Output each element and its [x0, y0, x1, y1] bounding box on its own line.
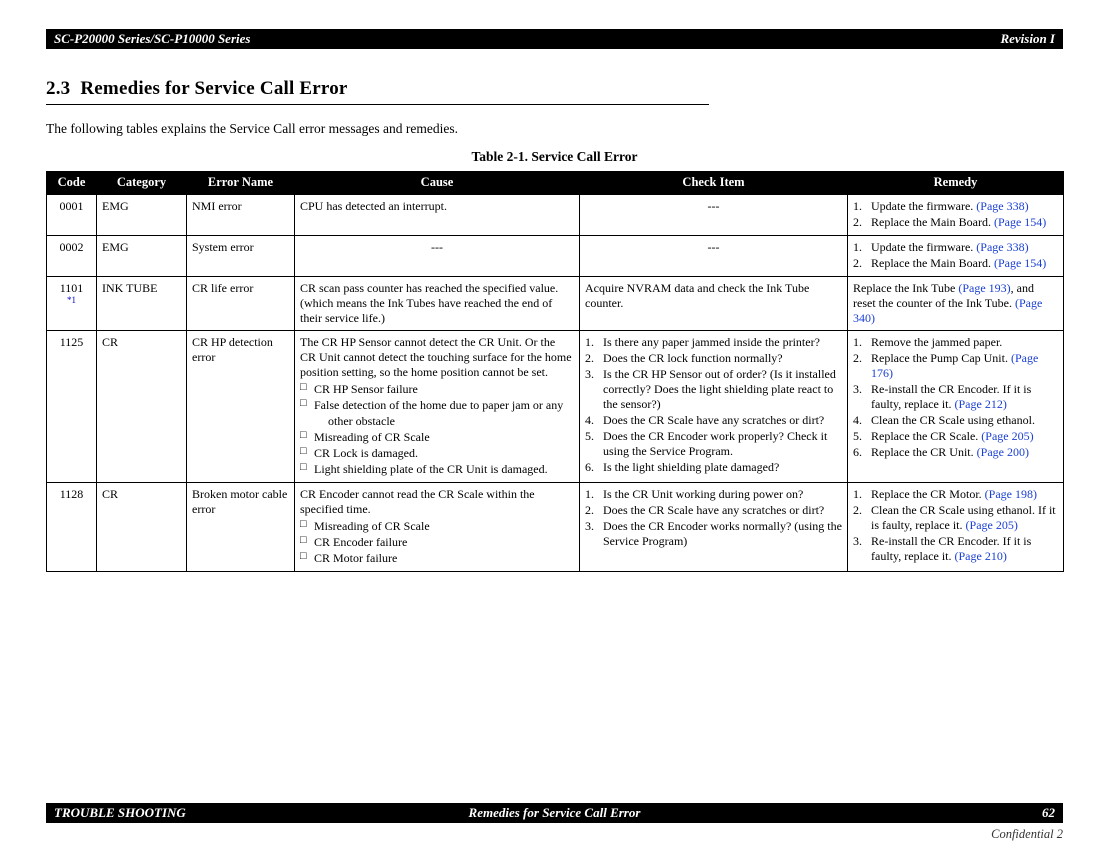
- cell-remedy: [848, 330, 1064, 482]
- cell-error-name: CR HP detection error: [187, 330, 295, 482]
- cell-category: INK TUBE: [97, 276, 187, 330]
- remedy-text: Replace the Ink Tube: [853, 280, 959, 295]
- page-link[interactable]: (Page 338): [976, 239, 1029, 254]
- table-row: [47, 482, 1064, 571]
- remedy-item: [853, 413, 1058, 428]
- check-item: Is the CR HP Sensor out of order? (Is it installed correctly? Does the light shielding plate react to the sensor?): [603, 366, 836, 411]
- cause-list-item: □ CR Lock is damaged.: [300, 446, 574, 461]
- cell-remedy: [848, 194, 1064, 235]
- table-header-row: [47, 172, 1064, 195]
- cell-category: EMG: [97, 194, 187, 235]
- check-item: Does the CR lock function normally?: [603, 350, 783, 365]
- remedy-text: Remove the jammed paper.: [871, 334, 1003, 349]
- remedy-text: Replace the CR Motor.: [871, 486, 985, 501]
- cause-list-item: □ Misreading of CR Scale: [300, 430, 574, 445]
- table-row: [47, 330, 1064, 482]
- cell-code: 0001: [47, 194, 97, 235]
- cause-list: [300, 519, 574, 566]
- cell-error-name: CR life error: [187, 276, 295, 330]
- page-link[interactable]: (Page 338): [976, 198, 1029, 213]
- page-link[interactable]: (Page 210): [954, 548, 1007, 563]
- page-link[interactable]: (Page 212): [954, 396, 1007, 411]
- check-item: Does the CR Encoder work properly? Check it using the Service Program.: [603, 428, 828, 458]
- table-caption: Table 2-1. Service Call Error: [471, 149, 638, 164]
- confidential-label: Confidential 2: [991, 827, 1063, 841]
- page-link[interactable]: (Page 193): [958, 280, 1011, 295]
- remedy-item: [853, 429, 1058, 444]
- cause-text: CR Encoder cannot read the CR Scale within the specified time.: [300, 486, 535, 516]
- cell-code: 0002: [47, 235, 97, 276]
- cell-code: [47, 276, 97, 330]
- cell-remedy: [848, 276, 1064, 330]
- remedy-item: [853, 487, 1058, 502]
- page-link[interactable]: (Page 198): [984, 486, 1037, 501]
- cause-list-item: □ CR Motor failure: [300, 551, 574, 566]
- section-number: 2.3: [46, 78, 71, 99]
- remedy-text: Re-install the CR Encoder. If it is faulty, replace it.: [871, 381, 1032, 411]
- column-header-code: Code: [47, 172, 97, 195]
- page-link[interactable]: (Page 340): [853, 295, 1043, 325]
- cell-error-name: NMI error: [187, 194, 295, 235]
- check-item: Does the CR Scale have any scratches or dirt?: [603, 502, 825, 517]
- cell-code: 1128: [47, 482, 97, 571]
- remedy-text: , and reset the counter of the Ink Tube.: [853, 280, 1034, 310]
- check-item: Does the CR Scale have any scratches or dirt?: [603, 412, 825, 427]
- cause-list-item-cont: other obstacle: [328, 413, 395, 428]
- cell-category: CR: [97, 482, 187, 571]
- remedy-item: [853, 351, 1058, 381]
- check-item: Is the light shielding plate damaged?: [603, 459, 780, 474]
- cell-cause: CR scan pass counter has reached the specified value. (which means the Ink Tubes have reached the end of their service life.): [295, 276, 580, 330]
- cell-error-name: Broken motor cable error: [187, 482, 295, 571]
- remedy-item: [853, 240, 1058, 255]
- remedy-item: [853, 503, 1058, 533]
- section-title-text: Remedies for Service Call Error: [80, 78, 348, 99]
- cause-list: [300, 382, 574, 477]
- cell-check-item: ---: [580, 235, 848, 276]
- remedy-text: Replace the Main Board.: [871, 255, 994, 270]
- cause-text: The CR HP Sensor cannot detect the CR Unit. Or the CR Unit cannot detect the touching surface for the home position setting, so the home position cannot be set.: [300, 334, 572, 379]
- remedy-text: Replace the Main Board.: [871, 214, 994, 229]
- service-call-error-table: [46, 171, 1064, 572]
- cell-error-name: System error: [187, 235, 295, 276]
- remedy-item: [853, 445, 1058, 460]
- cell-check-item: [580, 482, 848, 571]
- cell-code: 1125: [47, 330, 97, 482]
- remedy-item: [853, 256, 1058, 271]
- page-title: [46, 78, 709, 105]
- cause-list-item: □ Light shielding plate of the CR Unit is damaged.: [300, 462, 574, 477]
- remedy-text: Update the firmware.: [871, 239, 977, 254]
- page-link[interactable]: (Page 154): [993, 255, 1047, 270]
- cell-cause: [295, 330, 580, 482]
- table-row: [47, 276, 1064, 330]
- remedy-text: Clean the CR Scale using ethanol. If it is faulty, replace it.: [871, 502, 1056, 532]
- remedy-item: [853, 534, 1058, 564]
- table-row: [47, 235, 1064, 276]
- remedy-list: [853, 199, 1058, 230]
- remedy-text: Replace the CR Scale.: [871, 428, 982, 443]
- check-item-list: [585, 487, 842, 549]
- remedy-list: [853, 240, 1058, 271]
- column-header-category: Category: [97, 172, 187, 195]
- check-item: Is there any paper jammed inside the printer?: [603, 334, 820, 349]
- table-row: [47, 194, 1064, 235]
- remedy-text: Replace the Pump Cap Unit.: [871, 350, 1011, 365]
- page-link[interactable]: (Page 200): [976, 444, 1029, 459]
- cell-remedy: [848, 235, 1064, 276]
- remedy-list: [853, 335, 1058, 460]
- cell-category: EMG: [97, 235, 187, 276]
- cause-list-item: □ Misreading of CR Scale: [300, 519, 574, 534]
- footer-center-text: Remedies for Service Call Error: [468, 805, 641, 820]
- footer-left-text: TROUBLE SHOOTING: [54, 805, 186, 820]
- remedy-text: Clean the CR Scale using ethanol.: [871, 412, 1035, 427]
- cell-check-item: Acquire NVRAM data and check the Ink Tube counter.: [580, 276, 848, 330]
- cell-cause: CPU has detected an interrupt.: [295, 194, 580, 235]
- remedy-item: [853, 215, 1058, 230]
- cell-check-item: ---: [580, 194, 848, 235]
- cause-list-item: □ CR HP Sensor failure: [300, 382, 574, 397]
- column-header-cause: Cause: [295, 172, 580, 195]
- remedy-item: [853, 382, 1058, 412]
- remedy-item: [853, 335, 1058, 350]
- footnote-marker: *1: [67, 294, 76, 305]
- footer-page-number: 62: [1041, 805, 1055, 820]
- check-item-list: [585, 335, 842, 475]
- remedy-text: Update the firmware.: [871, 198, 977, 213]
- header-right-text: Revision I: [1000, 31, 1055, 46]
- cell-cause: [295, 482, 580, 571]
- code-value: 1101: [59, 280, 84, 295]
- check-item: Does the CR Encoder works normally? (using the Service Program): [603, 518, 842, 548]
- page-link[interactable]: (Page 205): [981, 428, 1034, 443]
- remedy-text: Replace the CR Unit.: [871, 444, 977, 459]
- page-link[interactable]: (Page 205): [965, 517, 1018, 532]
- cause-list-item: □ False detection of the home due to paper jam or any: [300, 398, 574, 413]
- cause-list-item: □ CR Encoder failure: [300, 535, 574, 550]
- remedy-text: Re-install the CR Encoder. If it is faulty, replace it.: [871, 533, 1032, 563]
- page-header: [46, 29, 1063, 49]
- cell-cause: ---: [295, 235, 580, 276]
- intro-paragraph: The following tables explains the Service Call error messages and remedies.: [46, 121, 458, 136]
- remedy-list: [853, 487, 1058, 564]
- cell-check-item: [580, 330, 848, 482]
- page-link[interactable]: (Page 176): [871, 350, 1039, 380]
- check-item: Is the CR Unit working during power on?: [603, 486, 804, 501]
- cell-remedy: [848, 482, 1064, 571]
- header-left-text: SC-P20000 Series/SC-P10000 Series: [54, 31, 251, 46]
- remedy-item: [853, 199, 1058, 214]
- page-link[interactable]: (Page 154): [993, 214, 1047, 229]
- column-header-check-item: Check Item: [580, 172, 848, 195]
- cell-category: CR: [97, 330, 187, 482]
- column-header-remedy: Remedy: [848, 172, 1064, 195]
- page-footer: [46, 803, 1063, 823]
- column-header-error-name: Error Name: [187, 172, 295, 195]
